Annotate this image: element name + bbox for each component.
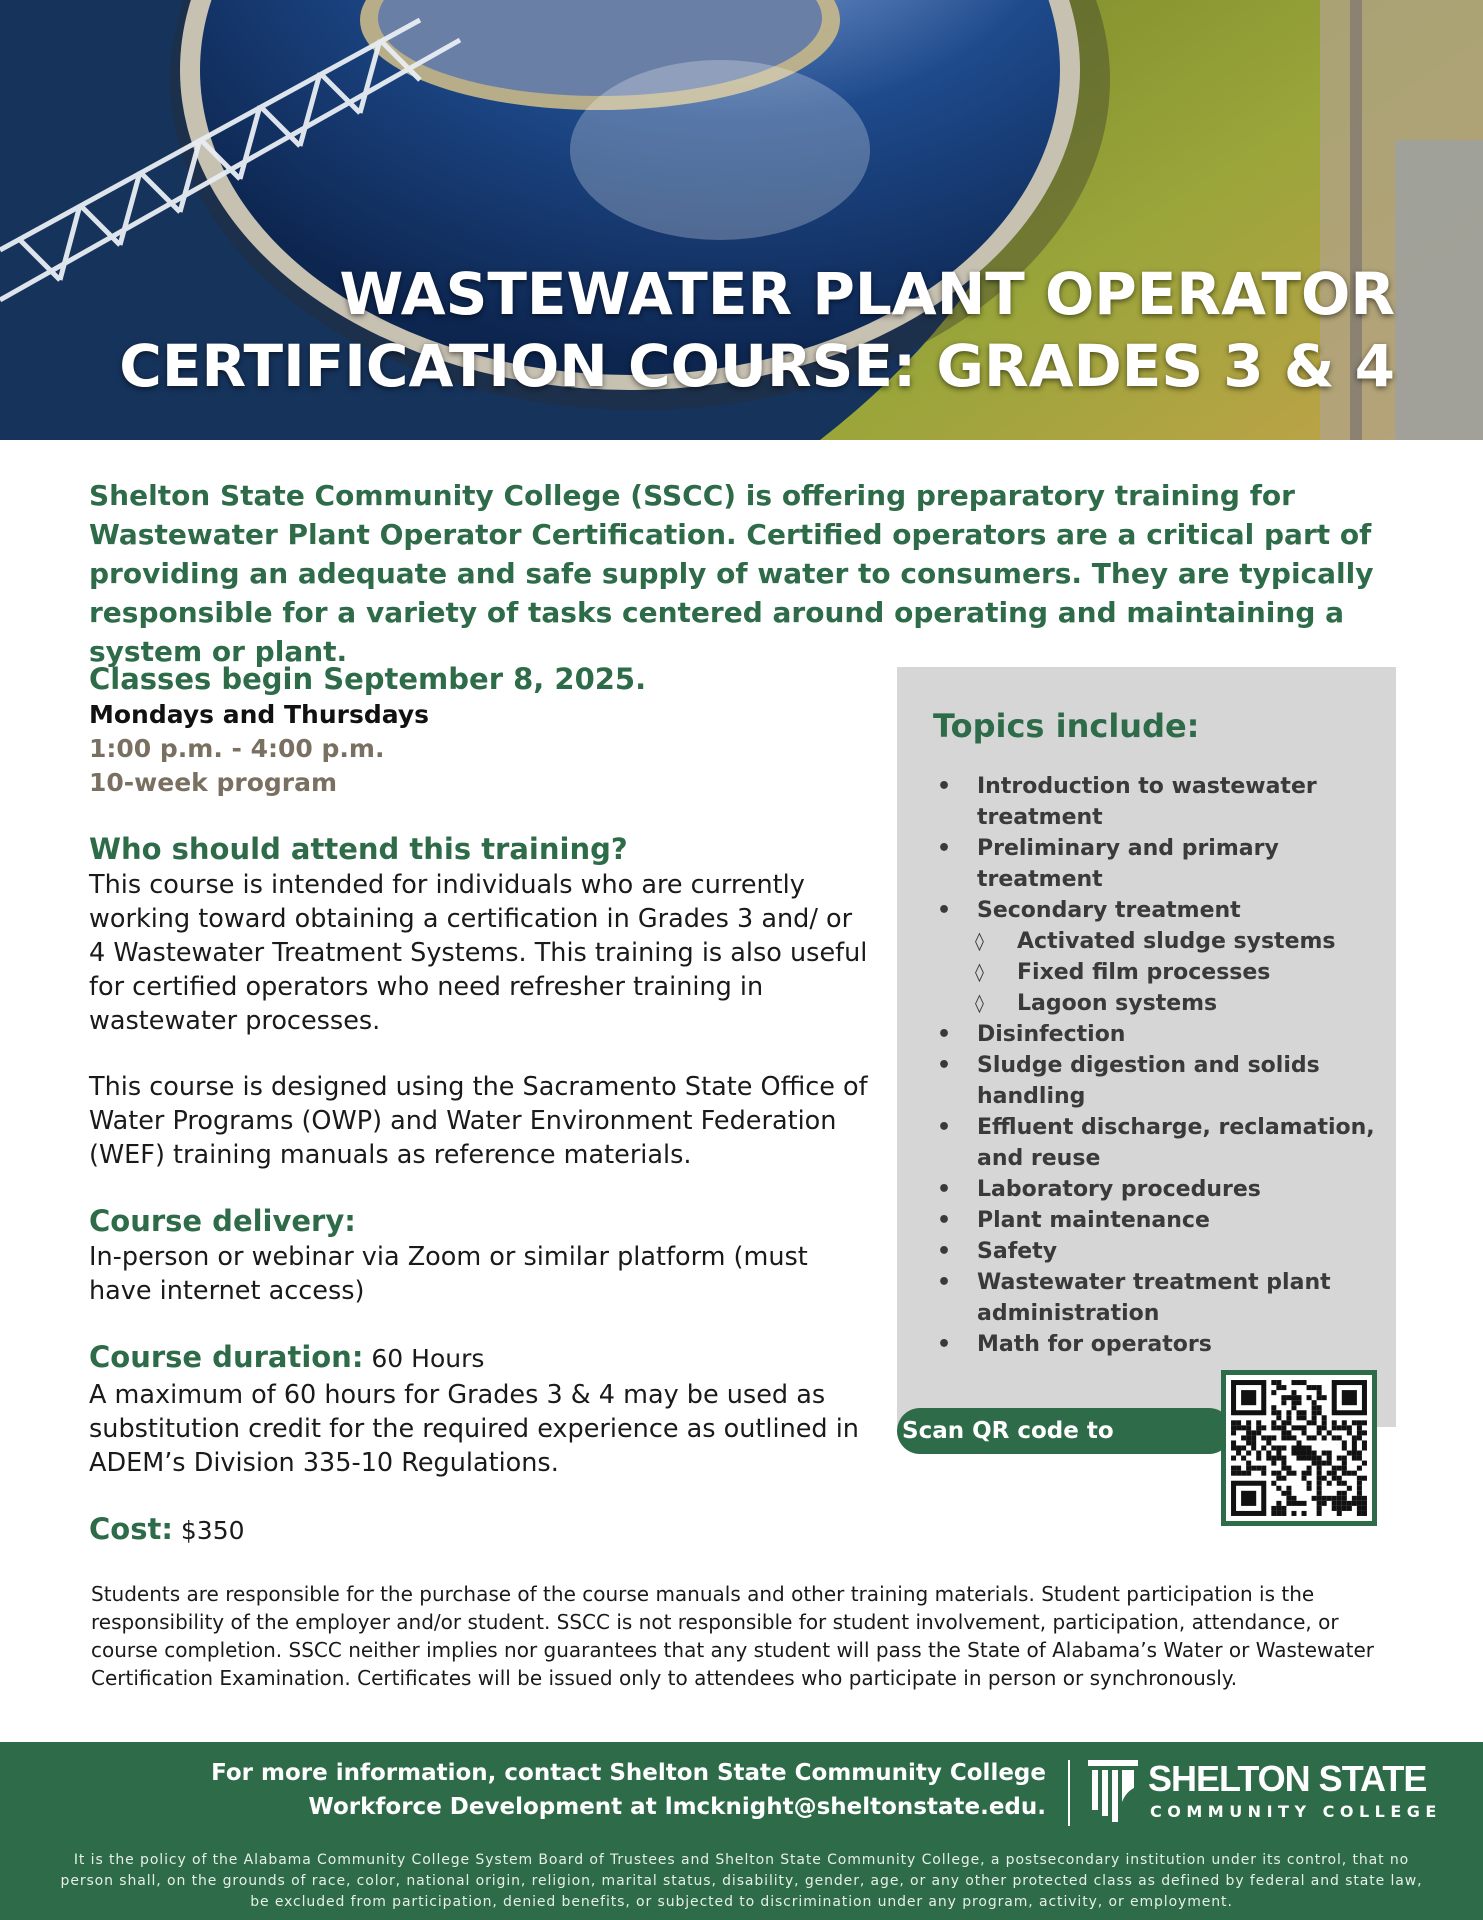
list-item: • Sludge digestion and solids handling: [937, 1050, 1377, 1112]
bullet-icon: •: [937, 1208, 952, 1233]
who-heading: Who should attend this training?: [89, 832, 628, 866]
delivery-text: In-person or webinar via Zoom or similar platform (must have internet access): [89, 1242, 808, 1306]
register-label: Scan QR code to register!: [897, 1408, 1232, 1454]
list-item: • Safety: [937, 1236, 1377, 1267]
list-item: • Preliminary and primary treatment: [937, 833, 1377, 895]
class-days: Mondays and Thursdays: [89, 700, 430, 729]
topics-heading: Topics include:: [933, 707, 1200, 745]
bullet-icon: •: [937, 1177, 952, 1202]
footer-divider: [1068, 1760, 1070, 1826]
list-subitem: ◊ Activated sludge systems: [937, 926, 1377, 957]
contact-info: [211, 1756, 1046, 1824]
list-item: • Math for operators: [937, 1329, 1377, 1360]
duration-label: Course duration:: [89, 1340, 364, 1374]
list-item: • Wastewater treatment plant administration: [937, 1267, 1377, 1329]
list-item: • Laboratory procedures: [937, 1174, 1377, 1205]
diamond-icon: ◊: [975, 993, 984, 1014]
course-details: [89, 660, 869, 1480]
duration-value: 60 Hours: [363, 1344, 485, 1373]
diamond-icon: ◊: [975, 931, 984, 952]
classes-begin-heading: Classes begin September 8, 2025.: [89, 662, 647, 696]
topics-box: [897, 667, 1396, 1427]
cost-line: [89, 1512, 245, 1546]
topics-list: [937, 771, 1377, 1360]
bullet-icon: •: [937, 898, 952, 923]
bullet-icon: •: [937, 1022, 952, 1047]
disclaimer-text: Students are responsible for the purchase of the course manuals and other training materials. Student participation is the responsibility of the employer and/or student. SSCC is not responsible for student involvement, participation, attendance, or course completion. SSCC neither implies nor guarantees that any student will pass the State of Alabama’s Water or Wastewater Certification Examination. Certificates will be issued only to attendees who participate in person or synchronously.: [91, 1582, 1375, 1690]
columns-logo-icon: [1086, 1758, 1140, 1828]
bullet-icon: •: [937, 1332, 952, 1357]
list-item: • Secondary treatment: [937, 895, 1377, 926]
duration-heading: [89, 1338, 869, 1378]
cost-value: $350: [172, 1516, 245, 1545]
qr-code-icon[interactable]: [1221, 1370, 1377, 1526]
contact-line-2[interactable]: Workforce Development at lmcknight@sheltonstate.edu.: [308, 1794, 1046, 1820]
list-item: • Effluent discharge, reclamation, and reuse: [937, 1112, 1377, 1174]
title-line-1: WASTEWATER PLANT OPERATOR: [339, 260, 1395, 328]
bullet-icon: •: [937, 836, 952, 861]
bullet-icon: •: [937, 774, 952, 799]
bullet-icon: •: [937, 1239, 952, 1264]
list-item: • Plant maintenance: [937, 1205, 1377, 1236]
hero-banner: [0, 0, 1483, 440]
page-title: [119, 258, 1395, 402]
list-item: • Disinfection: [937, 1019, 1377, 1050]
bullet-icon: •: [937, 1270, 952, 1295]
intro-paragraph: Shelton State Community College (SSCC) is offering preparatory training for Wastewater Plant Operator Certification. Certified operators are a critical part of providing an adequate and safe supply of water to consumers. They are typically responsible for a variety of tasks centered around operating and maintaining a system or plant.: [89, 479, 1374, 668]
list-subitem: ◊ Fixed film processes: [937, 957, 1377, 988]
who-paragraph-2: This course is designed using the Sacramento State Office of Water Programs (OWP) and Water Environment Federation (WEF) training manuals as reference materials.: [89, 1072, 868, 1170]
program-length: 10-week program: [89, 768, 338, 797]
qr-code-pattern: [1226, 1375, 1372, 1521]
college-logo: [1086, 1758, 1442, 1834]
who-paragraph-1: This course is intended for individuals who are currently working toward obtaining a certification in Grades 3 and/ or 4 Wastewater Treatment Systems. This training is also useful for certified operators who need refresher training in wastewater processes.: [89, 870, 868, 1036]
logo-name: SHELTON STATE: [1148, 1758, 1427, 1799]
cost-label: Cost:: [89, 1512, 173, 1546]
policy-statement: It is the policy of the Alabama Community College System Board of Trustees and Shelton State Community College, a postsecondary institution under its control, that no person shall, on the grounds of race, color, national origin, religion, marital status, disability, gender, age, or any other protected class as defined by federal and state law, be excluded from participation, denied benefits, or subjected to discrimination under any program, activity, or employment.: [60, 1852, 1423, 1910]
delivery-heading: Course delivery:: [89, 1204, 356, 1238]
bullet-icon: •: [937, 1053, 952, 1078]
list-subitem: ◊ Lagoon systems: [937, 988, 1377, 1019]
footer: [0, 1742, 1483, 1920]
bullet-icon: •: [937, 1115, 952, 1140]
title-line-2: CERTIFICATION COURSE: GRADES 3 & 4: [119, 332, 1395, 400]
diamond-icon: ◊: [975, 962, 984, 983]
list-item: • Introduction to wastewater treatment: [937, 771, 1377, 833]
logo-subtitle: COMMUNITY COLLEGE: [1150, 1802, 1442, 1821]
duration-text: A maximum of 60 hours for Grades 3 & 4 may be used as substitution credit for the required experience as outlined in ADEM’s Division 335-10 Regulations.: [89, 1380, 859, 1478]
class-time: 1:00 p.m. - 4:00 p.m.: [89, 734, 385, 763]
contact-line-1: For more information, contact Shelton State Community College: [211, 1760, 1046, 1786]
